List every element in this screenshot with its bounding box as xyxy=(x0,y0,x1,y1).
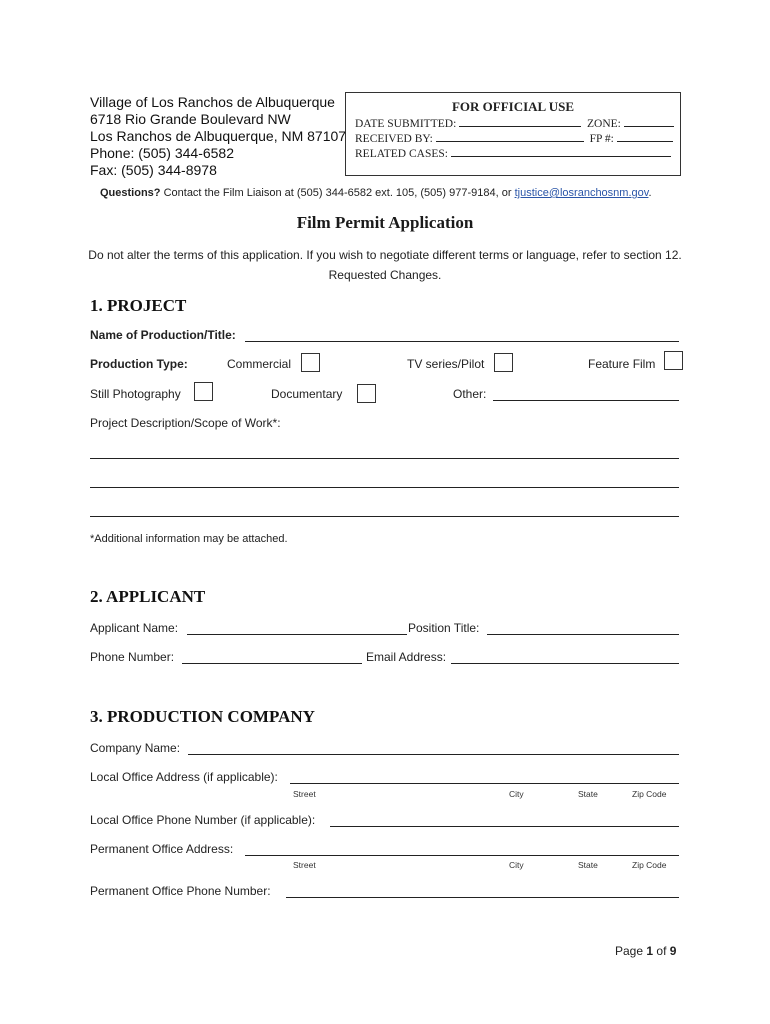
questions-line xyxy=(100,187,652,199)
feature-film-checkbox[interactable] xyxy=(664,351,683,370)
official-use-box xyxy=(345,92,681,176)
local-state-caption: State xyxy=(578,789,598,799)
additional-info-note: *Additional information may be attached. xyxy=(90,533,288,545)
description-line-3[interactable] xyxy=(90,516,679,517)
current-page: 1 xyxy=(646,944,654,958)
phone-number-label: Phone Number: xyxy=(90,650,175,664)
date-submitted-label: DATE SUBMITTED: xyxy=(355,118,457,130)
email-address-label: Email Address: xyxy=(366,650,447,664)
permanent-street-caption: Street xyxy=(293,860,316,870)
still-photography-label: Still Photography xyxy=(90,387,181,401)
received-by-label: RECEIVED BY: xyxy=(355,133,433,145)
project-heading: 1. PROJECT xyxy=(90,296,187,315)
permanent-zip-caption: Zip Code xyxy=(632,860,667,870)
notice-text: Do not alter the terms of this application. If you wish to negotiate different terms or language, refer to section 12. Requested Changes. xyxy=(88,248,682,282)
permanent-phone-field[interactable] xyxy=(286,897,679,898)
village-address xyxy=(90,94,346,179)
tv-series-label: TV series/Pilot xyxy=(407,357,485,371)
zone-label: ZONE: xyxy=(587,118,621,130)
date-submitted-field[interactable] xyxy=(459,116,581,127)
page-word: Page xyxy=(615,944,644,958)
documentary-checkbox[interactable] xyxy=(357,384,376,403)
feature-film-label: Feature Film xyxy=(588,357,656,371)
local-address-label: Local Office Address (if applicable): xyxy=(90,770,278,784)
address-line: Village of Los Ranchos de Albuquerque xyxy=(90,94,335,110)
company-name-label: Company Name: xyxy=(90,741,181,755)
company-heading: 3. PRODUCTION COMPANY xyxy=(90,707,315,726)
local-address-field[interactable] xyxy=(290,783,679,784)
zone-field[interactable] xyxy=(624,116,674,127)
address-line: 6718 Rio Grande Boulevard NW xyxy=(90,111,291,127)
permanent-address-label: Permanent Office Address: xyxy=(90,842,234,856)
permanent-address-field[interactable] xyxy=(245,855,679,856)
fp-field[interactable] xyxy=(617,131,673,142)
questions-label: Questions? xyxy=(100,187,161,199)
permanent-state-caption: State xyxy=(578,860,598,870)
fp-label: FP #: xyxy=(589,133,614,145)
company-name-field[interactable] xyxy=(188,754,679,755)
position-title-field[interactable] xyxy=(487,634,679,635)
position-title-label: Position Title: xyxy=(408,621,480,635)
description-line-2[interactable] xyxy=(90,487,679,488)
total-pages: 9 xyxy=(669,944,677,958)
permanent-phone-label: Permanent Office Phone Number: xyxy=(90,884,271,898)
local-street-caption: Street xyxy=(293,789,316,799)
page-number xyxy=(615,944,676,958)
description-label: Project Description/Scope of Work*: xyxy=(90,416,281,430)
related-cases-label: RELATED CASES: xyxy=(355,148,448,160)
production-type-label: Production Type: xyxy=(90,357,188,371)
commercial-label: Commercial xyxy=(227,357,292,371)
page-title: Film Permit Application xyxy=(296,213,474,232)
description-line-1[interactable] xyxy=(90,458,679,459)
email-address-field[interactable] xyxy=(451,663,679,664)
applicant-name-label: Applicant Name: xyxy=(90,621,179,635)
liaison-email-link[interactable]: tjustice@losranchosnm.gov xyxy=(514,187,649,199)
production-title-field[interactable] xyxy=(245,341,679,342)
other-label: Other: xyxy=(453,387,487,401)
local-phone-field[interactable] xyxy=(330,826,679,827)
official-use-title: FOR OFFICIAL USE xyxy=(451,99,575,114)
other-field[interactable] xyxy=(493,400,679,401)
address-line: Los Ranchos de Albuquerque, NM 87107 xyxy=(90,128,347,144)
received-by-field[interactable] xyxy=(436,131,584,142)
tv-series-checkbox[interactable] xyxy=(494,353,513,372)
related-cases-field[interactable] xyxy=(451,146,671,157)
phone-number-field[interactable] xyxy=(182,663,362,664)
questions-end: . xyxy=(648,187,652,199)
address-line: Fax: (505) 344-8978 xyxy=(90,162,217,178)
questions-text: Contact the Film Liaison at (505) 344-6582 ext. 105, (505) 977-9184, or xyxy=(163,187,512,199)
of-word: of xyxy=(656,944,667,958)
documentary-label: Documentary xyxy=(271,387,343,401)
address-line: Phone: (505) 344-6582 xyxy=(90,145,234,161)
local-zip-caption: Zip Code xyxy=(632,789,667,799)
local-city-caption: City xyxy=(509,789,524,799)
commercial-checkbox[interactable] xyxy=(301,353,320,372)
applicant-heading: 2. APPLICANT xyxy=(90,587,206,606)
still-photography-checkbox[interactable] xyxy=(194,382,213,401)
permanent-city-caption: City xyxy=(509,860,524,870)
local-phone-label: Local Office Phone Number (if applicable): xyxy=(90,813,316,827)
applicant-name-field[interactable] xyxy=(187,634,407,635)
production-title-label: Name of Production/Title: xyxy=(90,328,236,342)
